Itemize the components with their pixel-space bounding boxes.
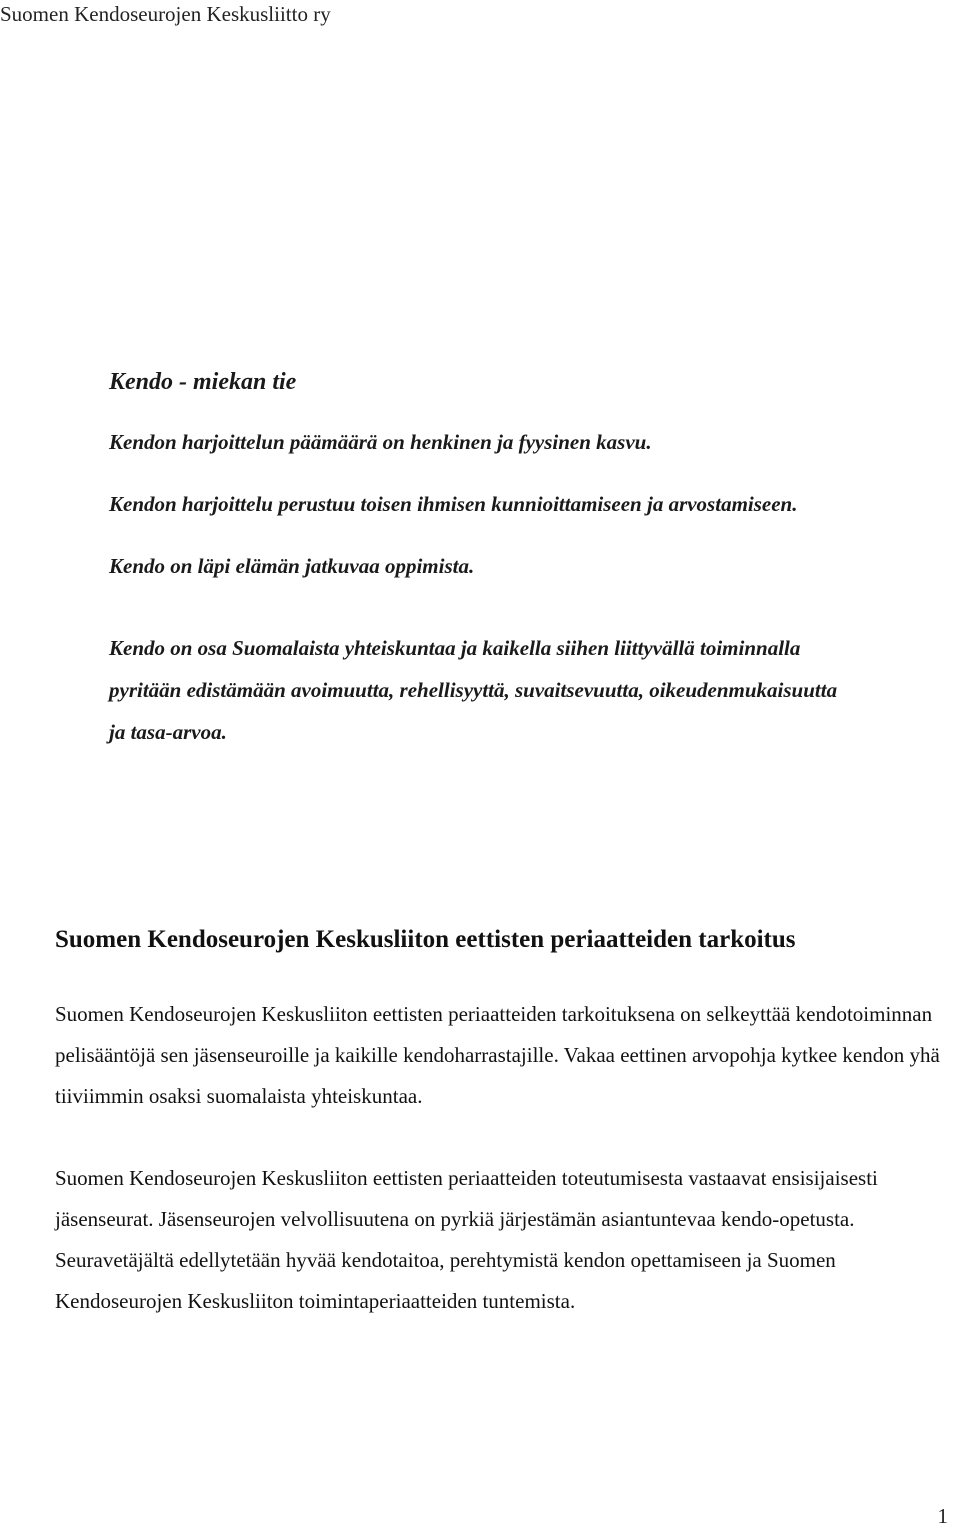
motto-title: Kendo - miekan tie (109, 369, 297, 395)
running-header: Suomen Kendoseurojen Keskusliitto ry (0, 2, 331, 26)
motto-line-learning: Kendo on läpi elämän jatkuvaa oppimista. (109, 554, 475, 578)
purpose-paragraph: Suomen Kendoseurojen Keskusliiton eettisten periaatteiden tarkoituksena on selkeyttää kendotoiminnan pelisääntöjä sen jäsenseuroille ja kaikille kendoharrastajille. Vakaa eettinen arvopohja kytkee kendon yhä tiiviimmin osaksi suomalaista yhteiskuntaa. (55, 1002, 940, 1108)
motto-closing-line-2: pyritään edistämään avoimuutta, rehellisyyttä, suvaitsevuutta, oikeudenmukaisuutta (109, 678, 838, 702)
motto-closing-line-1: Kendo on osa Suomalaista yhteiskuntaa ja kaikella siihen liittyvällä toiminnalla (109, 636, 801, 660)
responsibility-paragraph: Suomen Kendoseurojen Keskusliiton eettisten periaatteiden toteutumisesta vastaavat ensisijaisesti jäsenseurat. Jäsenseurojen velvollisuutena on pyrkiä järjestämän asiantuntevaa kendo-opetusta. Seuravetäjältä edellytetään hyvää kendotaitoa, perehtymistä kendon opettamiseen ja Suomen Kendoseurojen Keskusliiton toimintaperiaatteiden tuntemista. (55, 1166, 878, 1313)
section-heading: Suomen Kendoseurojen Keskusliiton eettisten periaatteiden tarkoitus (55, 926, 796, 953)
motto-line-growth: Kendon harjoittelun päämäärä on henkinen ja fyysinen kasvu. (109, 430, 652, 454)
motto-closing-line-3: ja tasa-arvoa. (109, 720, 227, 744)
motto-line-respect: Kendon harjoittelu perustuu toisen ihmisen kunnioittamiseen ja arvostamiseen. (109, 492, 798, 516)
page-number: 1 (937, 1504, 948, 1528)
